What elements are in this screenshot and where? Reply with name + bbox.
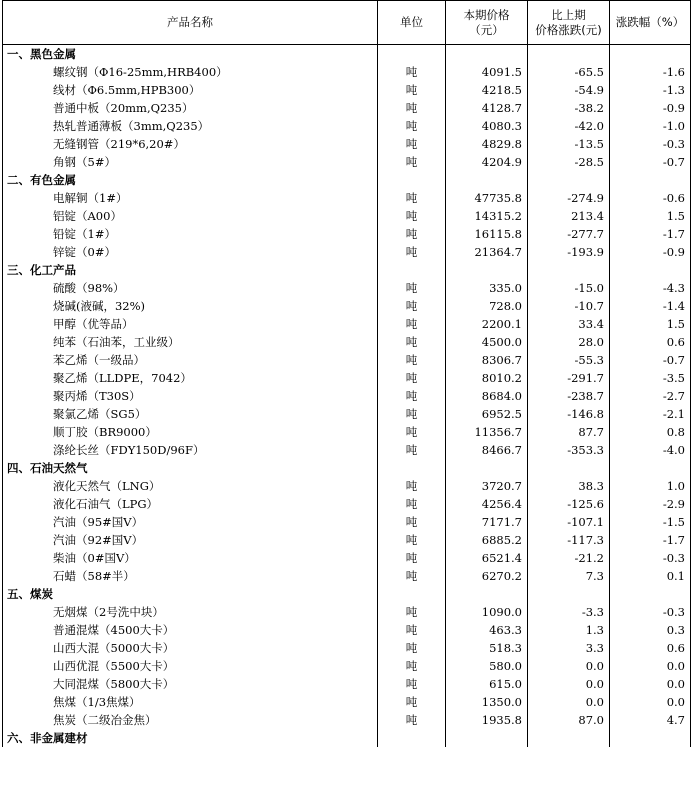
empty-cell [528, 729, 610, 747]
product-name: 山西大混（5000大卡） [3, 639, 378, 657]
table-row [3, 315, 691, 333]
empty-cell [528, 45, 610, 64]
price-cell: 615.0 [446, 675, 528, 693]
pct-cell: -3.5 [610, 369, 691, 387]
empty-cell [446, 459, 528, 477]
header-price-line2: （元） [469, 22, 504, 37]
empty-cell [610, 585, 691, 603]
pct-cell: -0.7 [610, 153, 691, 171]
unit-cell: 吨 [378, 225, 446, 243]
unit-cell: 吨 [378, 495, 446, 513]
price-cell: 4091.5 [446, 63, 528, 81]
table-row [3, 423, 691, 441]
unit-cell: 吨 [378, 189, 446, 207]
table-body [3, 45, 691, 748]
change-cell: 87.7 [528, 423, 610, 441]
header-change [528, 1, 610, 45]
category-row [3, 171, 691, 189]
change-cell: -13.5 [528, 135, 610, 153]
product-name: 普通中板（20mm,Q235） [3, 99, 378, 117]
pct-cell: -1.5 [610, 513, 691, 531]
change-cell: 0.0 [528, 657, 610, 675]
table-row [3, 675, 691, 693]
change-cell: -238.7 [528, 387, 610, 405]
product-name: 纯苯（石油苯，工业级） [3, 333, 378, 351]
change-cell: -15.0 [528, 279, 610, 297]
empty-cell [378, 729, 446, 747]
category-row [3, 585, 691, 603]
header-product-name: 产品名称 [3, 1, 378, 45]
unit-cell: 吨 [378, 639, 446, 657]
unit-cell: 吨 [378, 477, 446, 495]
change-cell: -42.0 [528, 117, 610, 135]
header-price [446, 1, 528, 45]
pct-cell: -0.3 [610, 603, 691, 621]
pct-cell: 0.8 [610, 423, 691, 441]
price-cell: 4128.7 [446, 99, 528, 117]
change-cell: -146.8 [528, 405, 610, 423]
change-cell: 0.0 [528, 675, 610, 693]
table-row [3, 603, 691, 621]
price-cell: 728.0 [446, 297, 528, 315]
unit-cell: 吨 [378, 567, 446, 585]
change-cell: -65.5 [528, 63, 610, 81]
price-cell: 518.3 [446, 639, 528, 657]
price-cell: 4256.4 [446, 495, 528, 513]
table-row [3, 225, 691, 243]
pct-cell: -0.9 [610, 243, 691, 261]
change-cell: -107.1 [528, 513, 610, 531]
header-price-line1: 本期价格 [463, 7, 510, 22]
pct-cell: -0.6 [610, 189, 691, 207]
product-name: 柴油（0#国Ⅴ） [3, 549, 378, 567]
pct-cell: -1.6 [610, 63, 691, 81]
table-row [3, 621, 691, 639]
product-name: 山西优混（5500大卡） [3, 657, 378, 675]
header-unit: 单位 [378, 1, 446, 45]
unit-cell: 吨 [378, 675, 446, 693]
price-cell: 8466.7 [446, 441, 528, 459]
pct-cell: -2.1 [610, 405, 691, 423]
unit-cell: 吨 [378, 513, 446, 531]
product-name: 汽油（92#国Ⅴ） [3, 531, 378, 549]
unit-cell: 吨 [378, 63, 446, 81]
change-cell: -38.2 [528, 99, 610, 117]
product-name: 苯乙烯（一级品） [3, 351, 378, 369]
category-title: 四、石油天然气 [3, 459, 378, 477]
pct-cell: 0.3 [610, 621, 691, 639]
table-row [3, 639, 691, 657]
change-cell: -125.6 [528, 495, 610, 513]
pct-cell: -1.0 [610, 117, 691, 135]
price-cell: 6952.5 [446, 405, 528, 423]
price-cell: 6521.4 [446, 549, 528, 567]
table-row [3, 513, 691, 531]
pct-cell: -0.3 [610, 135, 691, 153]
unit-cell: 吨 [378, 621, 446, 639]
table-row [3, 495, 691, 513]
category-title: 三、化工产品 [3, 261, 378, 279]
category-row [3, 729, 691, 747]
pct-cell: -1.3 [610, 81, 691, 99]
unit-cell: 吨 [378, 135, 446, 153]
unit-cell: 吨 [378, 603, 446, 621]
price-cell: 1090.0 [446, 603, 528, 621]
product-name: 无缝钢管（219*6,20#） [3, 135, 378, 153]
table-row [3, 387, 691, 405]
price-cell: 1935.8 [446, 711, 528, 729]
unit-cell: 吨 [378, 657, 446, 675]
product-name: 石蜡（58#半） [3, 567, 378, 585]
table-row [3, 81, 691, 99]
pct-cell: -4.0 [610, 441, 691, 459]
product-name: 锌锭（0#） [3, 243, 378, 261]
table-row [3, 153, 691, 171]
pct-cell: -2.9 [610, 495, 691, 513]
unit-cell: 吨 [378, 279, 446, 297]
product-name: 大同混煤（5800大卡） [3, 675, 378, 693]
empty-cell [610, 45, 691, 64]
price-cell: 8684.0 [446, 387, 528, 405]
change-cell: -277.7 [528, 225, 610, 243]
empty-cell [446, 171, 528, 189]
product-name: 顺丁胶（BR9000） [3, 423, 378, 441]
table-header [3, 1, 691, 45]
table-row [3, 63, 691, 81]
empty-cell [528, 171, 610, 189]
change-cell: 0.0 [528, 693, 610, 711]
pct-cell: 4.7 [610, 711, 691, 729]
unit-cell: 吨 [378, 351, 446, 369]
unit-cell: 吨 [378, 387, 446, 405]
change-cell: -274.9 [528, 189, 610, 207]
pct-cell: 0.6 [610, 639, 691, 657]
empty-cell [378, 459, 446, 477]
change-cell: -10.7 [528, 297, 610, 315]
table-row [3, 297, 691, 315]
price-cell: 8010.2 [446, 369, 528, 387]
table-row [3, 279, 691, 297]
table-row [3, 711, 691, 729]
empty-cell [528, 585, 610, 603]
change-cell: -3.3 [528, 603, 610, 621]
empty-cell [446, 585, 528, 603]
empty-cell [446, 729, 528, 747]
table-row [3, 369, 691, 387]
empty-cell [528, 459, 610, 477]
product-name: 角钢（5#） [3, 153, 378, 171]
price-cell: 4080.3 [446, 117, 528, 135]
change-cell: -193.9 [528, 243, 610, 261]
table-row [3, 693, 691, 711]
product-name: 烧碱(液碱，32%) [3, 297, 378, 315]
header-change-line2: 价格涨跌(元) [535, 22, 602, 37]
category-row [3, 459, 691, 477]
pct-cell: 1.0 [610, 477, 691, 495]
change-cell: -54.9 [528, 81, 610, 99]
table-row [3, 117, 691, 135]
unit-cell: 吨 [378, 711, 446, 729]
empty-cell [378, 45, 446, 64]
pct-cell: -1.7 [610, 531, 691, 549]
unit-cell: 吨 [378, 117, 446, 135]
table-row [3, 99, 691, 117]
product-name: 铝锭（A00） [3, 207, 378, 225]
product-name: 甲醇（优等品） [3, 315, 378, 333]
unit-cell: 吨 [378, 549, 446, 567]
price-cell: 7171.7 [446, 513, 528, 531]
pct-cell: 0.6 [610, 333, 691, 351]
empty-cell [610, 729, 691, 747]
product-name: 涤纶长丝（FDY150D/96F） [3, 441, 378, 459]
table-row [3, 189, 691, 207]
price-cell: 21364.7 [446, 243, 528, 261]
empty-cell [378, 261, 446, 279]
pct-cell: -2.7 [610, 387, 691, 405]
pct-cell: -0.3 [610, 549, 691, 567]
pct-cell: 0.0 [610, 693, 691, 711]
change-cell: 87.0 [528, 711, 610, 729]
pct-cell: 0.1 [610, 567, 691, 585]
unit-cell: 吨 [378, 153, 446, 171]
price-cell: 16115.8 [446, 225, 528, 243]
price-cell: 3720.7 [446, 477, 528, 495]
price-cell: 4218.5 [446, 81, 528, 99]
empty-cell [446, 45, 528, 64]
pct-cell: 0.0 [610, 657, 691, 675]
price-cell: 6885.2 [446, 531, 528, 549]
product-name: 无烟煤（2号洗中块） [3, 603, 378, 621]
unit-cell: 吨 [378, 297, 446, 315]
price-cell: 4829.8 [446, 135, 528, 153]
empty-cell [610, 261, 691, 279]
change-cell: 213.4 [528, 207, 610, 225]
table-row [3, 531, 691, 549]
price-cell: 2200.1 [446, 315, 528, 333]
change-cell: -28.5 [528, 153, 610, 171]
empty-cell [378, 171, 446, 189]
unit-cell: 吨 [378, 207, 446, 225]
empty-cell [378, 585, 446, 603]
change-cell: 1.3 [528, 621, 610, 639]
empty-cell [446, 261, 528, 279]
price-table [2, 0, 691, 747]
change-cell: -353.3 [528, 441, 610, 459]
product-name: 铅锭（1#） [3, 225, 378, 243]
price-cell: 11356.7 [446, 423, 528, 441]
change-cell: 7.3 [528, 567, 610, 585]
header-change-line1: 比上期 [551, 7, 586, 22]
pct-cell: 1.5 [610, 207, 691, 225]
unit-cell: 吨 [378, 441, 446, 459]
product-name: 硫酸（98%） [3, 279, 378, 297]
product-name: 电解铜（1#） [3, 189, 378, 207]
category-row [3, 261, 691, 279]
category-title: 五、煤炭 [3, 585, 378, 603]
price-cell: 8306.7 [446, 351, 528, 369]
product-name: 焦炭（二级冶金焦） [3, 711, 378, 729]
price-cell: 4204.9 [446, 153, 528, 171]
table-row [3, 243, 691, 261]
table-row [3, 657, 691, 675]
empty-cell [610, 171, 691, 189]
table-row [3, 549, 691, 567]
product-name: 汽油（95#国Ⅴ） [3, 513, 378, 531]
product-name: 液化天然气（LNG） [3, 477, 378, 495]
table-row [3, 405, 691, 423]
unit-cell: 吨 [378, 99, 446, 117]
category-title: 一、黑色金属 [3, 45, 378, 64]
change-cell: -55.3 [528, 351, 610, 369]
unit-cell: 吨 [378, 81, 446, 99]
table-row [3, 441, 691, 459]
change-cell: -291.7 [528, 369, 610, 387]
pct-cell: -0.7 [610, 351, 691, 369]
change-cell: 3.3 [528, 639, 610, 657]
unit-cell: 吨 [378, 423, 446, 441]
unit-cell: 吨 [378, 315, 446, 333]
pct-cell: -1.4 [610, 297, 691, 315]
unit-cell: 吨 [378, 405, 446, 423]
price-cell: 4500.0 [446, 333, 528, 351]
table-row [3, 333, 691, 351]
unit-cell: 吨 [378, 243, 446, 261]
pct-cell: 1.5 [610, 315, 691, 333]
category-title: 六、非金属建材 [3, 729, 378, 747]
unit-cell: 吨 [378, 333, 446, 351]
product-name: 聚氯乙烯（SG5） [3, 405, 378, 423]
product-name: 普通混煤（4500大卡） [3, 621, 378, 639]
change-cell: 28.0 [528, 333, 610, 351]
table-row [3, 351, 691, 369]
pct-cell: -0.9 [610, 99, 691, 117]
product-name: 液化石油气（LPG） [3, 495, 378, 513]
product-name: 热轧普通薄板（3mm,Q235） [3, 117, 378, 135]
pct-cell: -4.3 [610, 279, 691, 297]
price-cell: 47735.8 [446, 189, 528, 207]
category-title: 二、有色金属 [3, 171, 378, 189]
table-row [3, 477, 691, 495]
pct-cell: -1.7 [610, 225, 691, 243]
product-name: 聚丙烯（T30S） [3, 387, 378, 405]
price-cell: 6270.2 [446, 567, 528, 585]
product-name: 聚乙烯（LLDPE，7042） [3, 369, 378, 387]
header-pct: 涨跌幅（%） [610, 1, 691, 45]
product-name: 螺纹钢（Φ16-25mm,HRB400） [3, 63, 378, 81]
category-row [3, 45, 691, 64]
unit-cell: 吨 [378, 369, 446, 387]
pct-cell: 0.0 [610, 675, 691, 693]
table-row [3, 567, 691, 585]
price-cell: 580.0 [446, 657, 528, 675]
product-name: 线材（Φ6.5mm,HPB300） [3, 81, 378, 99]
unit-cell: 吨 [378, 693, 446, 711]
change-cell: -117.3 [528, 531, 610, 549]
table-row [3, 135, 691, 153]
unit-cell: 吨 [378, 531, 446, 549]
change-cell: 33.4 [528, 315, 610, 333]
change-cell: -21.2 [528, 549, 610, 567]
empty-cell [610, 459, 691, 477]
change-cell: 38.3 [528, 477, 610, 495]
price-cell: 14315.2 [446, 207, 528, 225]
empty-cell [528, 261, 610, 279]
price-cell: 463.3 [446, 621, 528, 639]
price-cell: 335.0 [446, 279, 528, 297]
table-row [3, 207, 691, 225]
price-cell: 1350.0 [446, 693, 528, 711]
product-name: 焦煤（1/3焦煤） [3, 693, 378, 711]
